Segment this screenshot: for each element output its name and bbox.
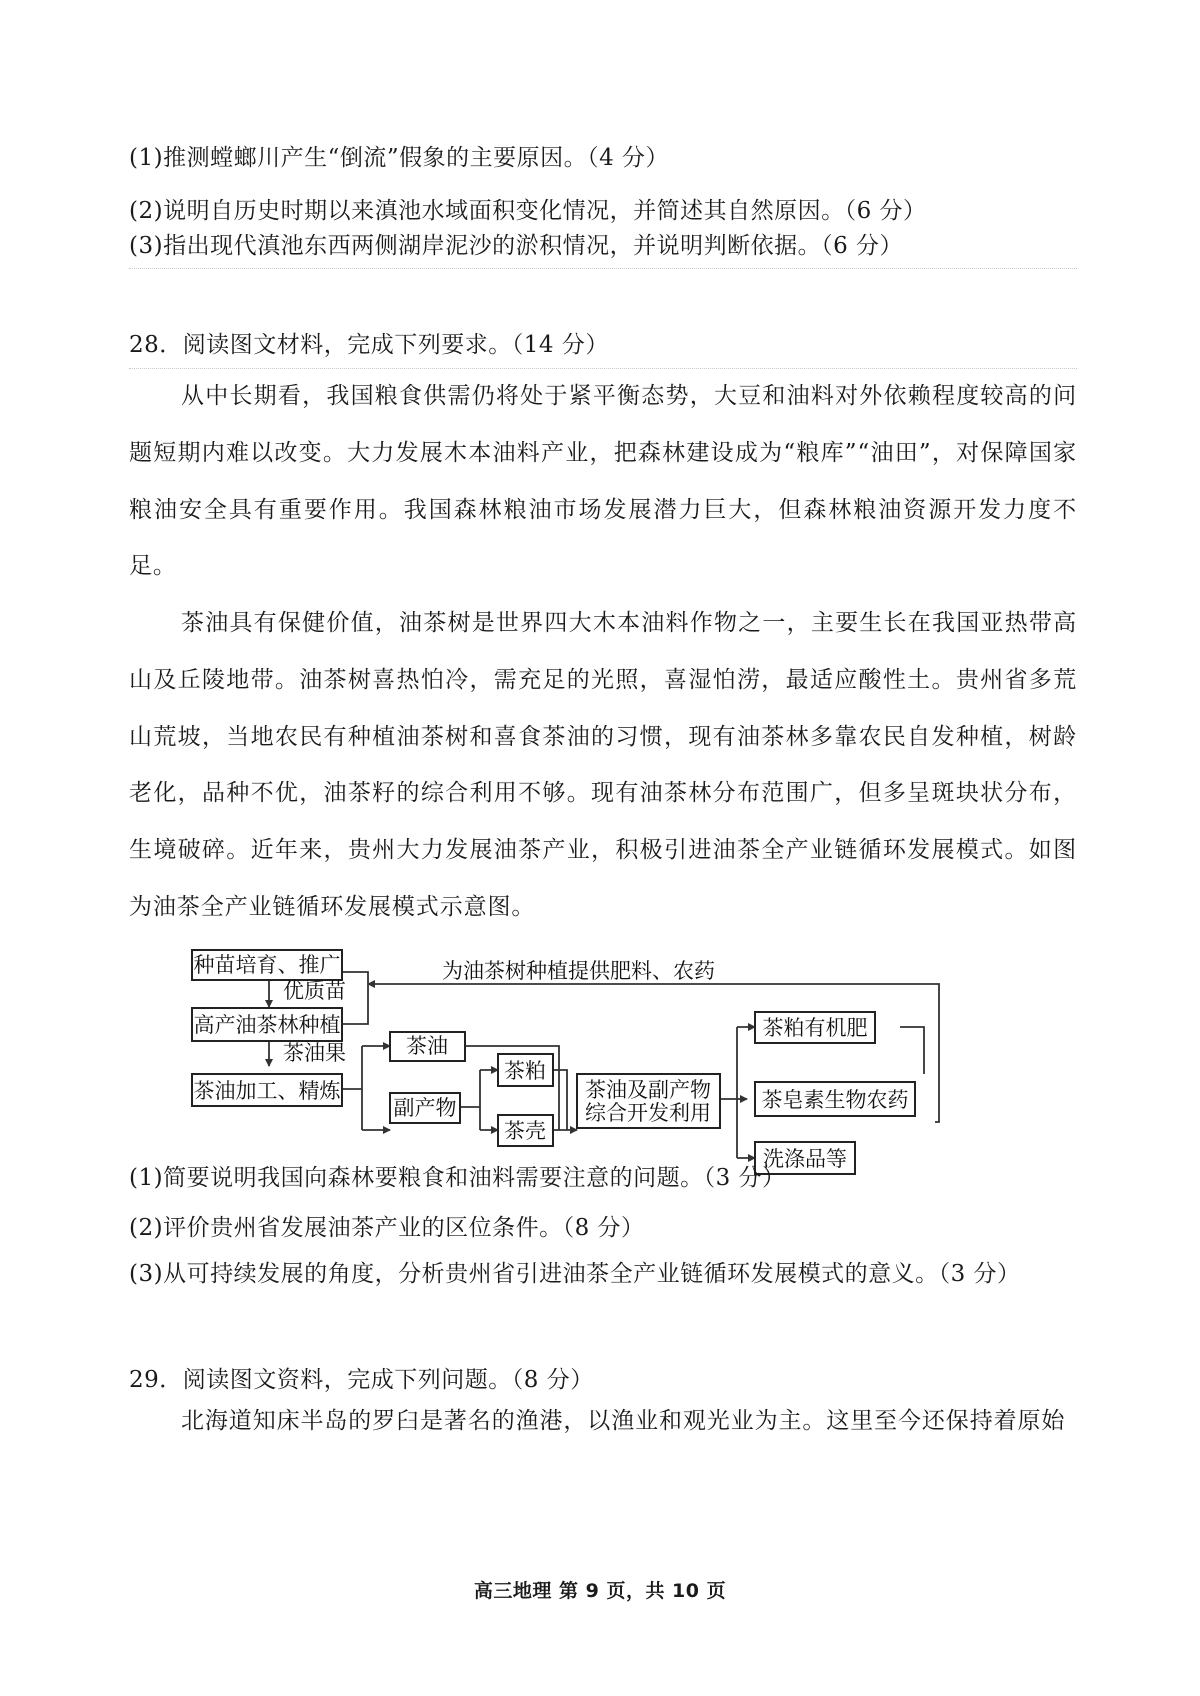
svg-text:茶粕: 茶粕: [504, 1059, 546, 1083]
svg-text:种苗培育、推广: 种苗培育、推广: [193, 953, 341, 977]
box-oil: [390, 1032, 465, 1061]
question-27-2: (2)说明自历史时期以来滇池水域面积变化情况，并简述其自然原因。（6 分）: [129, 198, 927, 224]
box-bio-pesticide: [755, 1082, 915, 1116]
label-feedback: 为油茶树种植提供肥料、农药: [442, 959, 715, 983]
divider: [129, 268, 1077, 269]
box-meal: [498, 1054, 553, 1086]
svg-text:茶粕有机肥: 茶粕有机肥: [762, 1016, 868, 1040]
svg-text:副产物: 副产物: [393, 1096, 457, 1120]
svg-text:茶油及副产物: 茶油及副产物: [585, 1078, 711, 1102]
box-seedling: [192, 950, 342, 980]
label-fruit: 茶油果: [283, 1041, 346, 1065]
box-byproduct: [390, 1093, 460, 1123]
svg-text:茶油加工、精炼: 茶油加工、精炼: [193, 1079, 341, 1103]
oil-tea-industry-chain-diagram: [187, 950, 947, 1171]
label-quality-seedling: 优质苗: [283, 979, 346, 1003]
page-footer: 高三地理 第 9 页，共 10 页: [473, 1580, 727, 1602]
question-29-paragraph-1: 北海道知床半岛的罗臼是著名的渔港，以渔业和观光业为主。这里至今还保持着原始: [181, 1408, 1066, 1434]
box-comprehensive-development: [577, 1074, 720, 1128]
svg-text:茶壳: 茶壳: [504, 1119, 546, 1143]
question-28-paragraph-1: 从中长期看，我国粮食供需仍将处于紧平衡态势，大豆和油料对外依赖程度较高的问题短期内难以改变。大力发展木本油料产业，把森林建设成为“粮库”“油田”，对保障国家粮油安全具有重要作用。我国森林粮油市场发展潜力巨大，但森林粮油资源开发力度不足。: [129, 383, 1077, 580]
box-processing: [192, 1074, 342, 1106]
flow-lines: [269, 972, 939, 1158]
box-forest: [192, 1008, 342, 1041]
question-28-3: (3)从可持续发展的角度，分析贵州省引进油茶全产业链循环发展模式的意义。（3 分）: [129, 1261, 1021, 1287]
box-shell: [498, 1115, 553, 1146]
svg-text:茶油: 茶油: [406, 1034, 448, 1058]
question-28-paragraph-2: 茶油具有保健价值，油茶树是世界四大木本油料作物之一，主要生长在我国亚热带高山及丘陵地带。油茶树喜热怕冷，需充足的光照，喜湿怕涝，最适应酸性土。贵州省多荒山荒坡，当地农民有种植油茶树和喜食茶油的习惯，现有油茶林多靠农民自发种植，树龄老化，品种不优，油茶籽的综合利用不够。现有油茶林分布范围广，但多呈斑块状分布，生境破碎。近年来，贵州大力发展油茶产业，积极引进油茶全产业链循环发展模式。如图为油茶全产业链循环发展模式示意图。: [129, 610, 1077, 920]
svg-text:洗涤品等: 洗涤品等: [763, 1147, 847, 1171]
box-organic-fertilizer: [755, 1012, 875, 1043]
svg-text:综合开发利用: 综合开发利用: [585, 1101, 711, 1125]
question-27-3: (3)指出现代滇池东西两侧湖岸泥沙的淤积情况，并说明判断依据。（6 分）: [129, 233, 904, 259]
question-28-2: (2)评价贵州省发展油茶产业的区位条件。（8 分）: [129, 1215, 645, 1241]
svg-text:茶皂素生物农药: 茶皂素生物农药: [761, 1088, 909, 1112]
question-28-1: (1)简要说明我国向森林要粮食和油料需要注意的问题。（3 分）: [129, 1165, 786, 1191]
question-29-title: 29．阅读图文资料，完成下列问题。（8 分）: [129, 1367, 594, 1393]
question-27-1: (1)推测螳螂川产生“倒流”假象的主要原因。（4 分）: [129, 145, 670, 171]
svg-text:高产油茶林种植: 高产油茶林种植: [193, 1013, 341, 1037]
question-28-title: 28．阅读图文材料，完成下列要求。（14 分）: [129, 332, 609, 358]
